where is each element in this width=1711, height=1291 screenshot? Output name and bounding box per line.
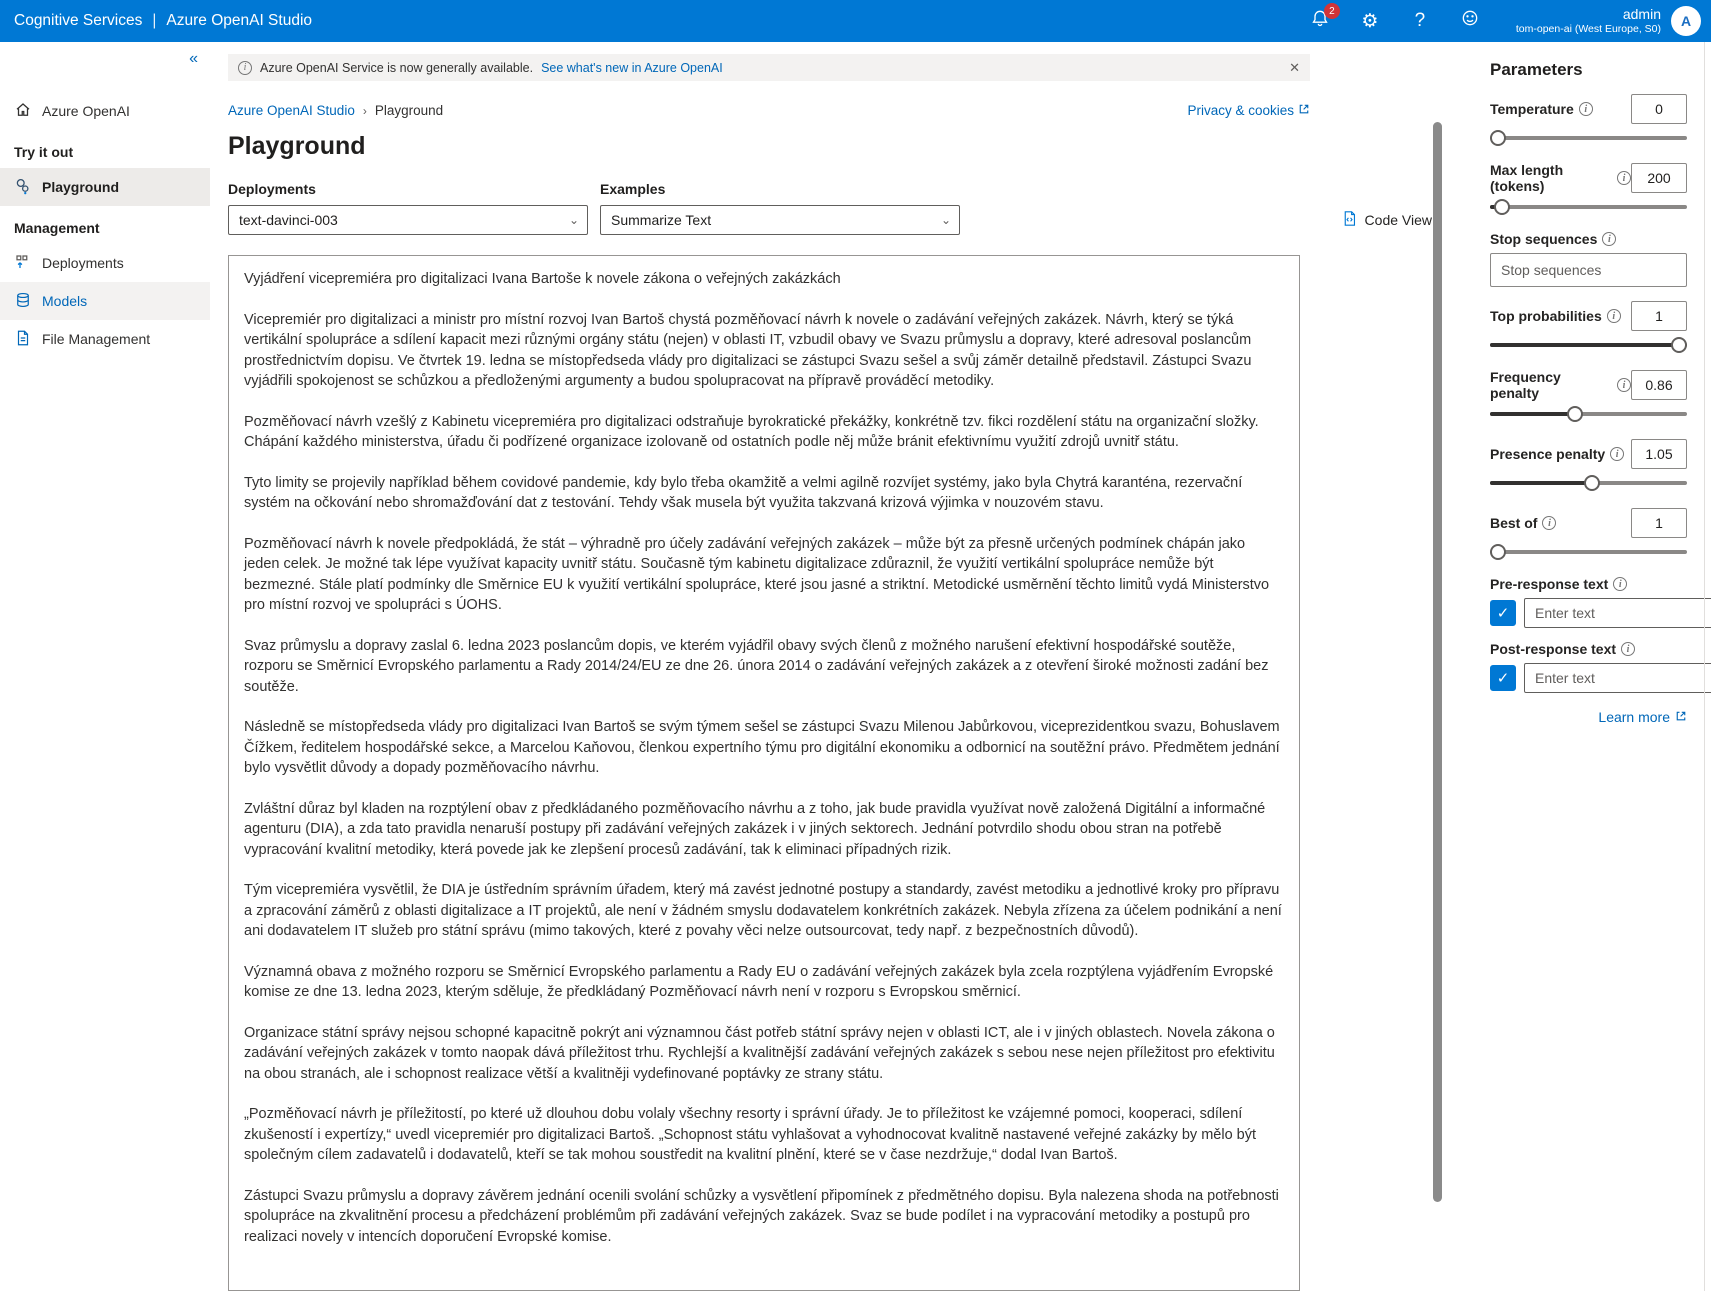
slider-thumb[interactable] [1584, 475, 1600, 491]
playground-text-editor[interactable] [228, 255, 1300, 1291]
editor-paragraph: Tým vicepremiéra vysvětlil, že DIA je ústředním správním úřadem, který má zavést jednotné postupy a standardy, zavést metodiku a jednotlivé kroky pro přípravu a zpracování záměrů z oblasti digitalizace a IT projektů, ale není v žádném smyslu dodavatelem konkrétních zakázek. Nebyla zřízena za účelem podnikání a není ani dodavatelem IT služeb pro státní správu (mimo takových, které z povahy věci nelze outsourcovat, tedy např. z bezpečnostních důvodů). [244, 882, 1282, 939]
editor-paragraph: Následně se místopředseda vlády pro digitalizaci Ivan Bartoš se svým týmem sešel se zástupci Svazu Milenou Jabůrkovou, viceprezidentkou svazu, Bohuslavem Čížkem, ředitelem hospodářské sekce, a Marcelou Kaňovou, členkou expertního týmu pro digitální ekonomiku a odbornicí na soutěžní právo. Předmětem jednání bylo vysvětlit důvody a dopady pozměňovacího návrhu. [244, 719, 1280, 776]
info-icon: i [1613, 577, 1627, 591]
sidebar-header-try-it-out: Try it out [14, 144, 74, 160]
editor-paragraph: Významná obava z možného rozporu se Směrnicí Evropského parlamentu a Rady EU o zadávání veřejných zakázek byla zcela rozptýlena vyjádřením Evropské komise ze dne 13. ledna 2023, kterým sděluje, že předkládaný Pozměňovací návrh není v rozporu s Evropskou směrnicí. [244, 963, 1274, 1000]
sidebar-item-models[interactable] [0, 282, 210, 320]
pre-response-input[interactable] [1524, 598, 1711, 628]
top-probabilities-parameter [1490, 300, 1687, 356]
brand-azure-openai-studio[interactable]: Azure OpenAI Studio [166, 12, 313, 29]
account-menu[interactable] [1516, 6, 1701, 37]
sidebar-item-label: Models [42, 293, 88, 309]
post-response-checkbox[interactable] [1490, 665, 1516, 691]
chevron-down-icon: ⌄ [940, 213, 951, 227]
gear-icon: ⚙ [1361, 10, 1379, 32]
examples-label: Examples [600, 181, 666, 197]
stop-sequences-parameter [1490, 231, 1687, 287]
sidebar-item-label: File Management [42, 331, 151, 347]
editor-paragraph: Vyjádření vicepremiéra pro digitalizaci Ivana Bartoše k novele zákona o veřejných zakázkách [244, 271, 841, 287]
info-icon: i [1579, 102, 1593, 116]
temperature-label: Temperature [1490, 101, 1574, 117]
slider-thumb[interactable] [1490, 544, 1506, 560]
avatar[interactable]: A [1671, 6, 1701, 36]
learn-more-link[interactable]: Learn more [1598, 709, 1670, 725]
temperature-parameter [1490, 93, 1687, 149]
panel-scrollbar-track[interactable] [1704, 42, 1705, 1291]
announcement-banner [228, 54, 1310, 81]
temperature-slider[interactable] [1490, 136, 1687, 140]
brand-cognitive-services[interactable]: Cognitive Services [14, 12, 143, 29]
info-icon: i [1607, 309, 1621, 323]
examples-dropdown[interactable] [600, 205, 960, 235]
presence-penalty-parameter [1490, 438, 1687, 494]
banner-close-icon[interactable]: ✕ [1289, 59, 1300, 75]
external-link-icon [1298, 103, 1310, 118]
main-content [210, 42, 1457, 1291]
feedback-button[interactable] [1458, 9, 1482, 33]
editor-paragraph: Pozměňovací návrh vzešlý z Kabinetu vicepremiéra pro digitalizaci odstraňuje byrokratické překážky, konkrétně tzv. fikci rozdělení státu na organizační složky. Chápání každého ministerstva, úřadu či podřízené organizace izolovaně od ostatních podle něj může bránit efektivnímu využití zdrojů uvnitř státu. [244, 413, 1259, 450]
pre-response-label: Pre-response text [1490, 576, 1609, 592]
checkmark-icon: ✓ [1496, 605, 1510, 622]
slider-thumb[interactable] [1671, 337, 1687, 353]
post-response-parameter [1490, 641, 1687, 693]
presence-penalty-label: Presence penalty [1490, 446, 1606, 462]
presence-penalty-slider[interactable] [1490, 481, 1687, 485]
editor-paragraph: Vicepremiér pro digitalizaci a ministr pro místní rozvoj Ivan Bartoš chystá pozměňovací návrh k novele o zadávání veřejných zakázek. Návrh, který se týká vertikální spolupráce a sdílení kapacit mezi různými orgány státu (nejen) v oblasti IT, vzbudil obavy ve Svazu průmyslu a dopravy, které adresoval poslancům prostřednictvím dopisu. Ve čtvrtek 19. ledna se místopředseda vlády pro digitalizaci se zástupci Svazu sešel a svůj záměr detailně představil. Zástupci Svazu vyjádřili spokojenost se schůzkou a předloženými argumenty a budou spolupracovat na přípravě prováděcí metodiky. [244, 311, 1252, 389]
sidebar-item-deployments[interactable] [0, 244, 210, 282]
frequency-penalty-slider[interactable] [1490, 412, 1687, 416]
sidebar-item-label: Azure OpenAI [42, 103, 130, 119]
user-resource: tom-open-ai (West Europe, S0) [1515, 23, 1661, 36]
editor-paragraph: Tyto limity se projevily například během covidové pandemie, kdy bylo třeba okamžitě a velmi agilně rozvíjet systémy, jako byla Chytrá karanténa, rezervační systém na očkování nebo shromažďování dat z testování. Tehdy však musela být využita takzvaná krizová výjimka v nouzovém stavu. [244, 474, 1243, 511]
top-bar [0, 0, 1711, 42]
max-length-slider[interactable] [1490, 205, 1687, 209]
banner-text: Azure OpenAI Service is now generally available. [260, 60, 534, 75]
frequency-penalty-label: Frequency penalty [1490, 369, 1561, 401]
examples-dropdown-value: Summarize Text [611, 212, 712, 228]
sidebar [0, 42, 210, 1291]
stop-sequences-label: Stop sequences [1490, 231, 1598, 247]
info-icon: i [1610, 447, 1624, 461]
home-icon [14, 101, 32, 122]
settings-button[interactable] [1358, 9, 1382, 33]
best-of-parameter [1490, 507, 1687, 563]
notifications-button[interactable] [1308, 5, 1335, 33]
max-length-parameter [1490, 162, 1687, 218]
breadcrumb [228, 103, 1310, 118]
top-probabilities-input[interactable] [1631, 301, 1687, 331]
pre-response-checkbox[interactable] [1490, 600, 1516, 626]
code-file-icon [1341, 210, 1358, 230]
presence-penalty-input[interactable] [1631, 439, 1687, 469]
editor-paragraph: Organizace státní správy nejsou schopné kapacitně pokrýt ani významnou část potřeb státní správy nejen v oblasti ICT, ale i v jiných oblastech. Novela zákona o zadávání veřejných zakázek v tomto naopak dává příležitost trhu. Rychlejší a kvalitnější zadávání veřejných zakázek s sebou nese nejen příležitost pro efektivitu na obou stranách, ale i schopnost realizace větší a kvalitněji vydefinované poptávky ze strany státu. [244, 1024, 1275, 1082]
info-icon: i [1621, 642, 1635, 656]
checkmark-icon: ✓ [1496, 670, 1510, 687]
chevron-right-icon: › [362, 103, 367, 118]
sidebar-item-azure-openai[interactable] [0, 92, 210, 130]
max-length-label: Max length (tokens) [1490, 162, 1564, 194]
post-response-label: Post-response text [1490, 641, 1617, 657]
notification-badge: 2 [1324, 3, 1340, 19]
editor-paragraph: Zvláštní důraz byl kladen na rozptýlení obav z předkládaného pozměňovacího návrhu a z toho, jak bude pravidla využívat nově založená Digitální a informačné agenturu (DIA), a zda tato pravidla nenaruší postupy při zadávání veřejných zakázek i v jiných sektorech. Jednání potvrdilo shodu obou stran na potřebě vypracování kvalitní metodiky, která povede jak ke zlepšení procesů zadávání, tak k eliminaci případných rizik. [244, 800, 1266, 858]
code-view-button[interactable] [1341, 210, 1432, 230]
max-length-input[interactable] [1631, 163, 1687, 193]
deployments-dropdown[interactable] [228, 205, 588, 235]
sidebar-item-label: Deployments [42, 255, 124, 271]
file-icon [14, 329, 32, 350]
info-icon: i [1617, 171, 1631, 185]
info-icon: i [1617, 378, 1631, 392]
sidebar-item-playground[interactable] [0, 168, 210, 206]
top-probabilities-slider[interactable] [1490, 343, 1687, 347]
parameters-panel [1457, 42, 1711, 1291]
editor-paragraph: Zástupci Svazu průmyslu a dopravy závěrem jednání ocenili svolání schůzky a vysvětlení připomínek z předmětného dopisu. Byla nalezena shoda na potřebnosti spolupráce na zkvalitnění procesu a předcházení problémům při zadávání veřejných zakázek. Svaz se bude podílet i na vypracování metodiky a postupů pro realizaci novely v intencích doporučení Evropské komise. [244, 1187, 1279, 1245]
post-response-input[interactable] [1524, 663, 1711, 693]
parameters-title: Parameters [1490, 60, 1583, 79]
editor-paragraph: Svaz průmyslu a dopravy zaslal 6. ledna 2023 poslancům dopis, ve kterém vyjádřil obavy svých členů z možného narušení efektivní hospodářské soutěže, rozporu se Směrnicí Evropského parlamentu a Rady 2014/24/EU ze dne 26. února 2014 o zadávání veřejných zakázek a z otevření široké možnosti zadání bez soutěže. [244, 637, 1269, 695]
info-icon: i [1602, 232, 1616, 246]
best-of-label: Best of [1490, 515, 1538, 531]
external-link-icon [1675, 709, 1687, 725]
deployments-label: Deployments [228, 181, 316, 197]
temperature-input[interactable] [1631, 94, 1687, 124]
help-icon: ? [1414, 10, 1426, 31]
help-button[interactable] [1408, 9, 1432, 33]
code-view-label: Code View [1364, 212, 1432, 228]
slider-thumb[interactable] [1567, 406, 1583, 422]
info-icon: i [1542, 516, 1556, 530]
info-icon: i [238, 61, 252, 75]
deployments-dropdown-value: text-davinci-003 [239, 212, 338, 228]
best-of-slider[interactable] [1490, 550, 1687, 554]
models-icon [14, 291, 32, 312]
smiley-icon [1460, 8, 1480, 34]
best-of-input[interactable] [1631, 508, 1687, 538]
sidebar-collapse-button[interactable]: « [189, 50, 198, 67]
privacy-cookies-link[interactable]: Privacy & cookies [1187, 103, 1294, 118]
banner-link[interactable]: See what's new in Azure OpenAI [541, 60, 723, 75]
deployments-icon [14, 253, 32, 274]
stop-sequences-input[interactable] [1490, 253, 1687, 287]
sidebar-item-file-management[interactable] [0, 320, 210, 358]
slider-thumb[interactable] [1490, 130, 1506, 146]
page-title: Playground [228, 132, 366, 160]
main-scrollbar[interactable] [1433, 122, 1442, 1202]
editor-paragraph: Pozměňovací návrh k novele předpokládá, že stát – výhradně pro účely zadávání veřejných zakázek – může být za přesně určených podmínek chápán jako jeden celek. Je možné tak lépe využívat kapacity uvnitř státu. Současně tým kabinetu digitalizace zdůraznil, že využití vertikální spolupráce nemůže být bezmezné. Stále platí podmínky dle Směrnice EU k využití vertikální spolupráce, které jsou jasné a striktní. Metodické usměrnění těchto limitů vydá Ministerstvo pro místní rozvoj ve spolupráci s ÚOHS. [244, 535, 1270, 613]
top-probabilities-label: Top probabilities [1490, 308, 1602, 324]
chevron-down-icon: ⌄ [568, 213, 579, 227]
app-brand [14, 12, 312, 30]
pre-response-parameter [1490, 576, 1687, 628]
playground-icon [14, 177, 32, 198]
frequency-penalty-input[interactable] [1631, 370, 1687, 400]
slider-thumb[interactable] [1494, 199, 1510, 215]
breadcrumb-current: Playground [374, 103, 444, 118]
sidebar-header-management: Management [14, 220, 100, 236]
sidebar-item-label: Playground [42, 179, 120, 195]
breadcrumb-root[interactable]: Azure OpenAI Studio [228, 103, 355, 118]
brand-separator: | [152, 12, 157, 29]
editor-paragraph: „Pozměňovací návrh je příležitostí, po které už dlouhou dobu volaly všechny resorty i správní úřady. Je to příležitost ke vzájemné pomoci, kooperaci, sdílení zkušeností i expertízy,“ uvedl vicepremiér pro digitalizaci Bartoš. „Schopnost státu vyhlašovat a vyhodnocovat kvalitně nastavené veřejné zakázky by mělo být společným cílem zadavatelů i dodavatelů, kteří se tak mohou soustředit na kvalitní plnění, které se v čase nezdržuje,“ dodal Ivan Bartoš. [244, 1106, 1257, 1163]
frequency-penalty-parameter [1490, 369, 1687, 425]
user-name: admin [1622, 5, 1661, 22]
